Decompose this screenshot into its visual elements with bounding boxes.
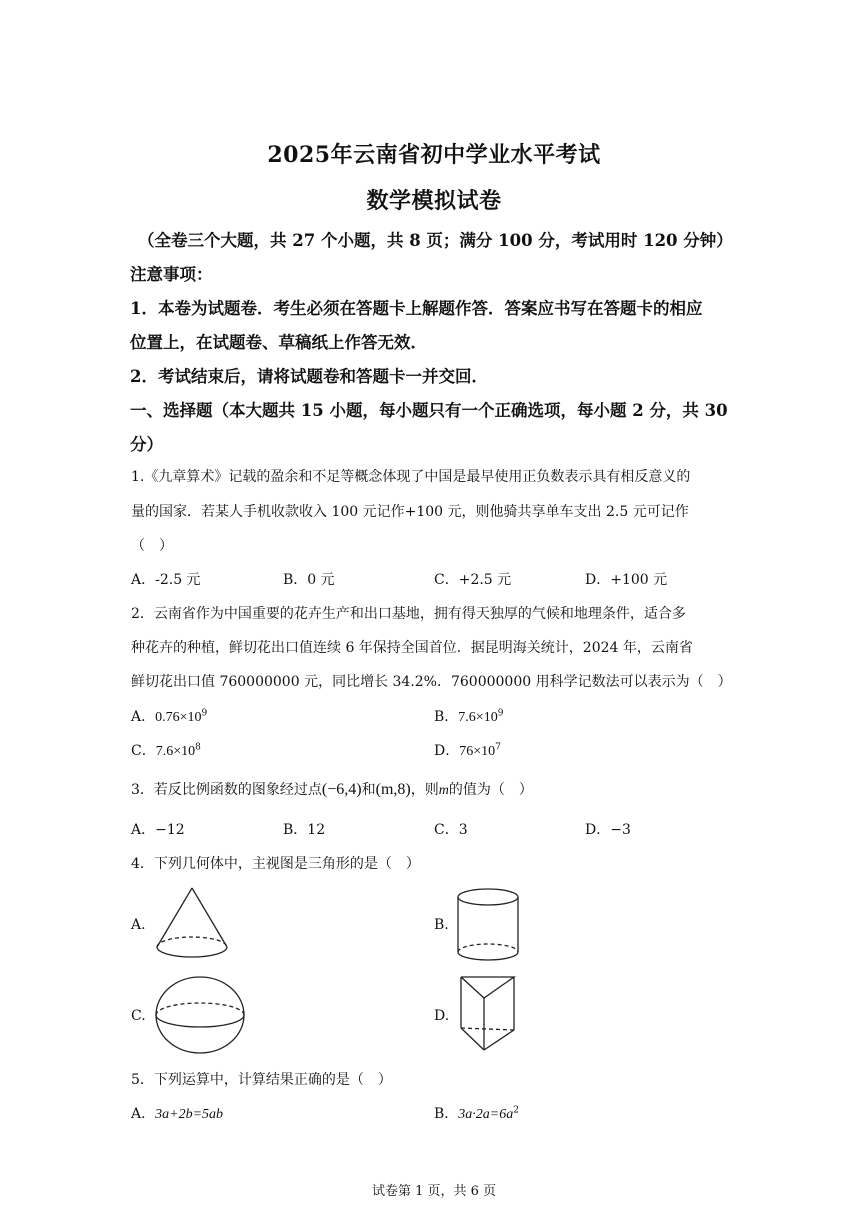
- q2-line-1: 2．云南省作为中国重要的花卉生产和出口基地，拥有得天独厚的气候和地理条件，适合多: [131, 606, 686, 622]
- q4-stem: 4．下列几何体中，主视图是三角形的是（ ）: [131, 856, 420, 872]
- q2-option-d: D．$76\times 10^7$: [434, 742, 501, 759]
- q4-option-d-label: D.: [434, 1008, 450, 1024]
- q4-option-b-label: B.: [434, 917, 449, 933]
- q2-line-2: 种花卉的种植，鲜切花出口值连续 6 年保持全国首位．据昆明海关统计，2024 年，云南省: [131, 640, 693, 656]
- q5-option-b: B．$3a\cdot 2a=6a^2$: [434, 1105, 519, 1122]
- q3-option-d: D．−3: [585, 822, 631, 838]
- point-1: (−6,4): [321, 781, 362, 798]
- q5-option-a: A．3a+2b=5ab: [131, 1106, 224, 1122]
- q2-option-b: B．$7.6\times 10^9$: [434, 708, 504, 725]
- cone-icon: [150, 884, 234, 964]
- section-1-heading-cont: 分）: [130, 435, 163, 454]
- exam-subtitle: 数学模拟试卷: [366, 188, 502, 214]
- notice-item-1-line-1: 1．本卷为试题卷．考生必须在答题卡上解题作答．答案应书写在答题卡的相应: [130, 299, 703, 318]
- q4-option-a-label: A.: [131, 917, 146, 933]
- q2-option-a: A．$0.76\times 10^9$: [131, 708, 208, 725]
- notice-item-2: 2．考试结束后，请将试题卷和答题卡一并交回．: [130, 367, 488, 386]
- page-footer: 试卷第 1 页，共 6 页: [371, 1184, 497, 1199]
- q2-line-3: 鲜切花出口值 760000000 元，同比增长 34.2%．760000000 用科学记数法可以表示为（ ）: [131, 674, 732, 690]
- notice-heading: 注意事项：: [130, 265, 213, 284]
- q3-option-a: A．−12: [131, 822, 185, 838]
- notice-item-1-line-2: 位置上，在试题卷、草稿纸上作答无效．: [130, 333, 427, 352]
- cylinder-icon: [454, 886, 526, 966]
- q3-option-b: B．12: [283, 822, 326, 838]
- q4-option-c-label: C.: [131, 1008, 146, 1024]
- q1-option-d: D．+100 元: [585, 572, 668, 588]
- q1-line-3: （ ）: [131, 538, 173, 554]
- q1-option-c: C．+2.5 元: [434, 572, 512, 588]
- q1-option-b: B．0 元: [283, 572, 335, 588]
- point-2: (m,8): [375, 781, 411, 798]
- exam-title: 2025年云南省初中学业水平考试: [267, 142, 601, 168]
- sphere-icon: [152, 974, 252, 1056]
- exam-info: （全卷三个大题，共 27 个小题，共 8 页；满分 100 分，考试用时 120 分钟）: [138, 231, 733, 250]
- q1-option-a: A．-2.5 元: [131, 572, 201, 588]
- q3-option-c: C．3: [434, 822, 468, 838]
- q3-stem: 3．若反比例函数的图象经过点(−6,4)和(m,8)，则m的值为（ ）: [131, 781, 533, 798]
- section-1-heading: 一、选择题（本大题共 15 小题，每小题只有一个正确选项，每小题 2 分，共 30: [130, 401, 728, 420]
- q2-option-c: C．$7.6\times 10^8$: [131, 742, 201, 759]
- q1-line-2: 量的国家．若某人手机收款收入 100 元记作+100 元，则他骑共享单车支出 2.5 元可记作: [131, 504, 689, 520]
- triangular-prism-icon: [454, 972, 524, 1056]
- q5-stem: 5．下列运算中，计算结果正确的是（ ）: [131, 1072, 392, 1088]
- q1-line-1: 1.《九章算术》记载的盈余和不足等概念体现了中国是最早使用正负数表示具有相反意义的: [131, 469, 691, 485]
